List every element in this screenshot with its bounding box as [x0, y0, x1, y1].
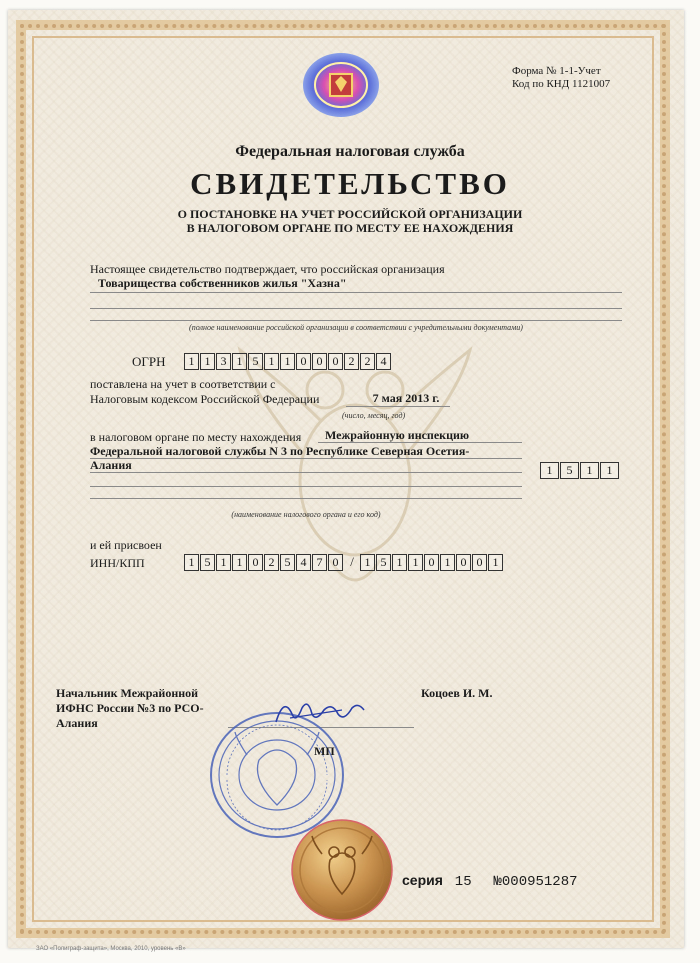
inn-digit: 0	[328, 554, 343, 571]
date-caption: (число, месяц, год)	[342, 411, 406, 420]
org-name-line-2	[90, 292, 622, 309]
service-name: Федеральная налоговая служба	[235, 143, 465, 160]
form-number: Форма № 1-1-Учет	[512, 65, 601, 77]
knd-code: Код по КНД 1121007	[512, 78, 611, 90]
ogrn-digit: 1	[280, 353, 295, 370]
authority-caption: (наименование налогового органа и его код)	[231, 510, 381, 519]
authority-code-digit: 1	[540, 462, 559, 479]
document-subtitle-1: О ПОСТАНОВКЕ НА УЧЕТ РОССИЙСКОЙ ОРГАНИЗАЦИИ	[177, 207, 523, 221]
signature-icon	[272, 692, 368, 732]
kpp-digit: 1	[440, 554, 455, 571]
inn-digit: 1	[216, 554, 231, 571]
inn-kpp-label: ИНН/КПП	[90, 556, 145, 570]
authority-line-underline-3	[90, 458, 522, 473]
registered-text-2: Налоговым кодексом Российской Федерации	[90, 392, 320, 406]
org-name: Товарищества собственников жилья "Хазна"	[98, 276, 347, 290]
series-block	[402, 872, 578, 890]
signer-position	[56, 686, 204, 731]
inn-digit: 2	[264, 554, 279, 571]
authority-code-digit: 5	[560, 462, 579, 479]
signer-position-2: ИФНС России №3 по РСО-	[56, 701, 204, 715]
ogrn-digit: 3	[216, 353, 231, 370]
document-subtitle-2: В НАЛОГОВОМ ОРГАНЕ ПО МЕСТУ ЕЕ НАХОЖДЕНИЯ	[186, 221, 514, 235]
ogrn-label: ОГРН	[132, 354, 166, 369]
inn-digit: 1	[232, 554, 247, 571]
inn-kpp-separator: /	[350, 554, 354, 570]
ogrn-digit: 0	[312, 353, 327, 370]
document-title: СВИДЕТЕЛЬСТВО	[190, 166, 510, 201]
authority-name-2: Федеральной налоговой службы N 3 по Республике Северная Осетия-	[90, 444, 470, 458]
inn-digit: 4	[296, 554, 311, 571]
ogrn-digit: 5	[248, 353, 263, 370]
inn-kpp-boxes	[184, 553, 504, 571]
inn-digit: 1	[184, 554, 199, 571]
ogrn-digit: 1	[200, 353, 215, 370]
kpp-digit: 1	[488, 554, 503, 571]
certificate-number: №000951287	[493, 874, 578, 890]
org-name-line-3	[90, 308, 622, 321]
inn-digit: 7	[312, 554, 327, 571]
kpp-digit: 0	[456, 554, 471, 571]
inn-digit: 5	[200, 554, 215, 571]
assigned-text: и ей присвоен	[90, 538, 162, 552]
kpp-digit: 1	[360, 554, 375, 571]
authority-label: в налоговом органе по месту нахождения	[90, 430, 302, 444]
authority-name-1: Межрайонную инспекцию	[325, 428, 470, 442]
authority-name-3: Алания	[90, 458, 132, 472]
ogrn-digit: 4	[376, 353, 391, 370]
intro-text: Настоящее свидетельство подтверждает, что российская организация	[90, 262, 445, 276]
series-label: серия	[402, 872, 443, 888]
authority-code-digit: 1	[580, 462, 599, 479]
registration-date: 7 мая 2013 г.	[372, 391, 440, 405]
ogrn-digit: 2	[344, 353, 359, 370]
ogrn-digit: 0	[328, 353, 343, 370]
org-caption: (полное наименование российской организации в соответствии с учредительными документами)	[189, 323, 523, 332]
inn-digit: 0	[248, 554, 263, 571]
authority-line-underline-4	[90, 472, 522, 487]
form-info	[512, 65, 610, 91]
ogrn-digit: 2	[360, 353, 375, 370]
ogrn-boxes	[184, 352, 392, 370]
ogrn-digit: 0	[296, 353, 311, 370]
series-number: 15	[454, 874, 472, 890]
signer-name: Коцоев И. М.	[421, 686, 493, 700]
gold-seal-icon	[290, 818, 394, 922]
ogrn-digit: 1	[232, 353, 247, 370]
kpp-digit: 1	[392, 554, 407, 571]
ogrn-digit: 1	[184, 353, 199, 370]
signer-position-3: Алания	[56, 716, 98, 730]
registered-text-1: поставлена на учет в соответствии с	[90, 377, 276, 391]
authority-line-underline-5	[90, 486, 522, 499]
ogrn-digit: 1	[264, 353, 279, 370]
stamp-place-label: МП	[314, 744, 335, 758]
printer-note: ЗАО «Полиграф-защита», Москва, 2010, уровень «В»	[36, 946, 186, 952]
kpp-digit: 0	[472, 554, 487, 571]
authority-code-boxes	[540, 461, 620, 479]
signer-position-1: Начальник Межрайонной	[56, 686, 199, 700]
kpp-digit: 1	[408, 554, 423, 571]
kpp-digit: 5	[376, 554, 391, 571]
kpp-digit: 0	[424, 554, 439, 571]
emblem-hologram-icon	[302, 52, 380, 118]
inn-digit: 5	[280, 554, 295, 571]
authority-code-digit: 1	[600, 462, 619, 479]
